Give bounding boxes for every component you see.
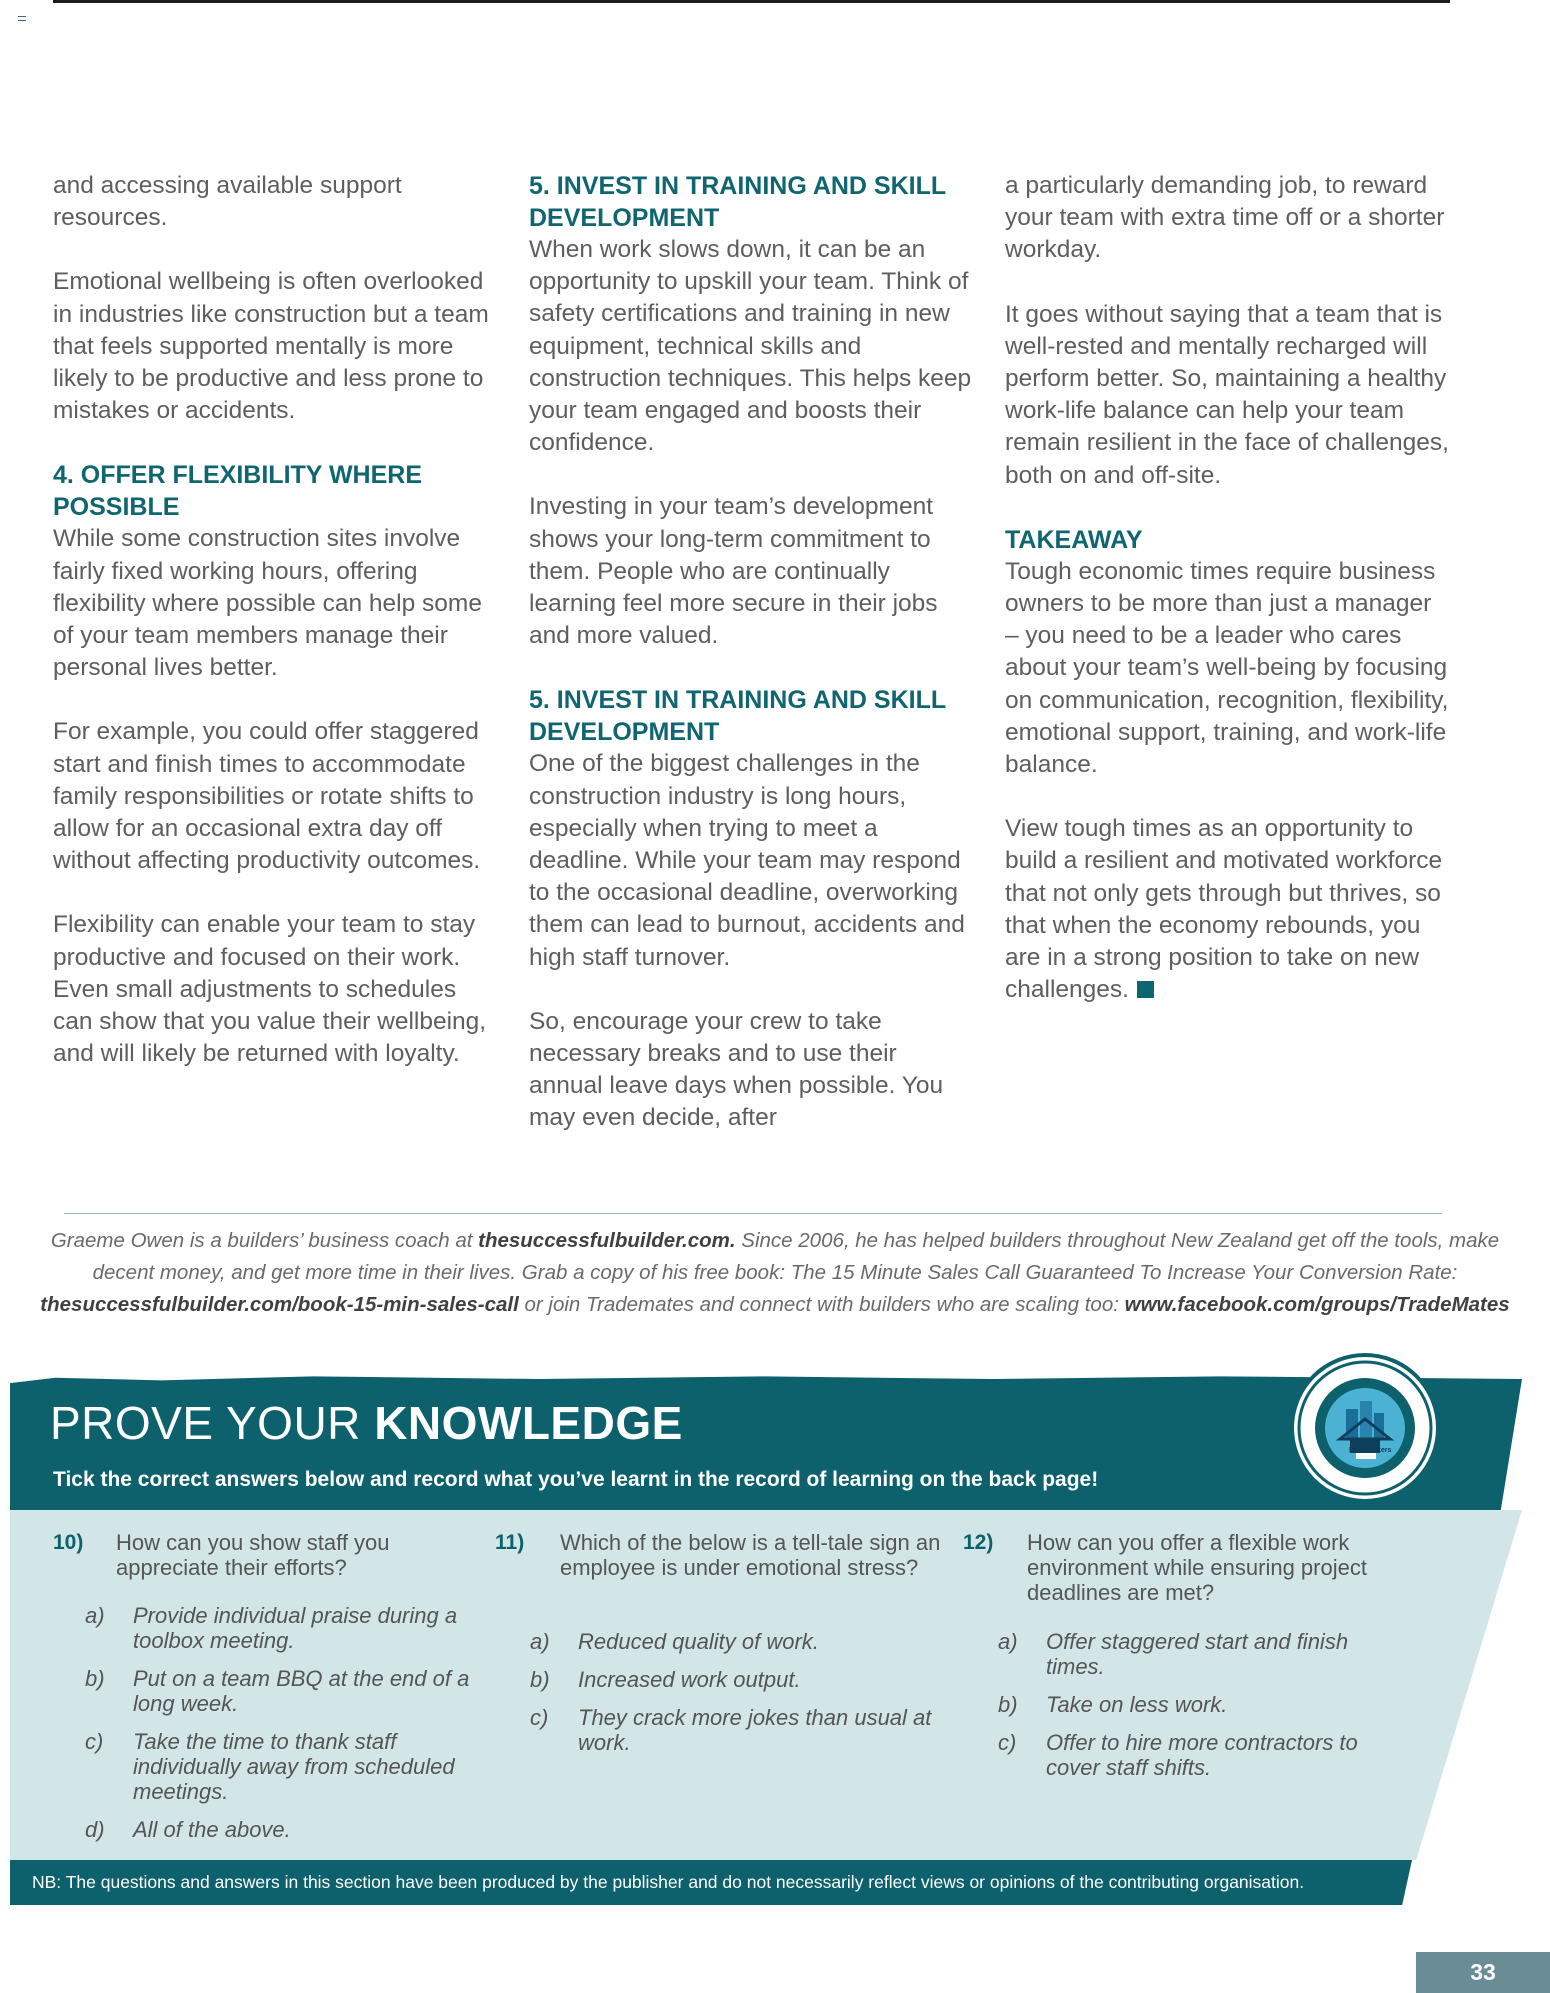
answer-option[interactable] (998, 1692, 1418, 1717)
badge-ring-icon (1294, 1357, 1436, 1499)
paragraph: When work slows down, it can be an opportunity to upskill your team. Think of safety certifications and training in new equipment, technical skills and construction techniques. This helps keep your team engaged and boosts their confidence. (529, 236, 972, 457)
answer-option[interactable] (998, 1629, 1418, 1679)
answer-option[interactable] (530, 1667, 950, 1692)
paragraph: Investing in your team’s development shows your long-term commitment to them. People who are continually learning feel more secure in their jobs and more valued. (529, 493, 938, 650)
answer-text: All of the above. (133, 1817, 291, 1842)
answer-option[interactable] (85, 1817, 505, 1842)
bio-divider (64, 1213, 1442, 1214)
question-number: 11) (495, 1531, 525, 1554)
answer-letter: a) (530, 1629, 550, 1654)
section-heading-flexibility: 4. OFFER FLEXIBILITY WHERE POSSIBLE (53, 461, 423, 522)
article-columns (53, 170, 1450, 1167)
answer-letter: a) (998, 1629, 1018, 1654)
answer-option[interactable] (998, 1730, 1418, 1780)
bio-text: Graeme Owen is a builders’ business coach at (50, 1229, 479, 1252)
answer-letter: b) (998, 1692, 1018, 1717)
answer-text: Provide individual praise during a toolbox meeting. (133, 1603, 458, 1653)
answer-option[interactable] (85, 1729, 505, 1804)
column-3 (1005, 170, 1450, 1167)
answer-text: Take the time to thank staff individually away from scheduled meetings. (133, 1729, 455, 1804)
corner-mark (18, 16, 26, 21)
page-number: 33 (1416, 1952, 1550, 1993)
section-heading-training-2: 5. INVEST IN TRAINING AND SKILL DEVELOPMENT (529, 686, 946, 747)
author-bio (40, 1225, 1510, 1321)
question-text: How can you offer a flexible work environment while ensuring project deadlines are met? (1027, 1530, 1367, 1605)
answer-option[interactable] (530, 1629, 950, 1654)
answer-option[interactable] (85, 1666, 505, 1716)
section-heading-takeaway: TAKEAWAY (1005, 525, 1143, 554)
paragraph (1005, 813, 1450, 1006)
quiz-title (50, 1395, 683, 1451)
section-heading-training: 5. INVEST IN TRAINING AND SKILL DEVELOPMENT (529, 172, 946, 232)
answer-letter: c) (998, 1730, 1017, 1755)
quiz-title-light: PROVE YOUR (50, 1397, 375, 1449)
answer-text: Put on a team BBQ at the end of a long week. (133, 1666, 470, 1716)
answer-text: Offer to hire more contractors to cover staff shifts. (1046, 1730, 1358, 1780)
paragraph: One of the biggest challenges in the construction industry is long hours, especially when trying to meet a deadline. While your team may respond to the occasional deadline, overworking them can lead to burnout, accidents and high staff turnover. (529, 750, 965, 971)
question-number: 10) (53, 1531, 84, 1554)
paragraph: Flexibility can enable your team to stay productive and focused on their work. Even small adjustments to schedules can show that you value their wellbeing, and will likely be returned with loyalty. (53, 911, 487, 1068)
disclaimer-text: NB: The questions and answers in this section have been produced by the publisher and do not necessarily reflect views or opinions of the contributing organisation. (32, 1872, 1305, 1892)
end-mark-icon (1137, 981, 1154, 998)
answer-option[interactable] (85, 1603, 505, 1653)
answer-text: Offer staggered start and finish times. (1046, 1629, 1349, 1679)
answer-option[interactable] (530, 1705, 950, 1755)
quiz-title-bold: KNOWLEDGE (374, 1397, 683, 1449)
question-number: 12) (963, 1531, 994, 1554)
answer-text: Take on less work. (1046, 1692, 1228, 1717)
answer-letter: b) (530, 1667, 550, 1692)
question-text: How can you show staff you appreciate their efforts? (116, 1530, 390, 1580)
question-text: Which of the below is a tell-tale sign an employee is under emotional stress? (560, 1530, 941, 1580)
closing-text: View tough times as an opportunity to build a resilient and motivated workforce that not only gets through but thrives, so that when the economy rebounds, you are in a strong position to take on new challenges. (1005, 815, 1443, 1004)
quiz-subtitle: Tick the correct answers below and record what you’ve learnt in the record of learning on the back page! (53, 1468, 1099, 1491)
answer-text: Reduced quality of work. (578, 1629, 819, 1654)
bio-link-website[interactable]: thesuccessfulbuilder.com. (478, 1229, 736, 1252)
paragraph: While some construction sites involve fairly fixed working hours, offering flexibility where possible can help some of your team members manage their personal lives better. (53, 525, 482, 682)
paragraph: a particularly demanding job, to reward your team with extra time off or a shorter workday. (1005, 172, 1445, 264)
bio-link-facebook[interactable]: www.facebook.com/groups/TradeMates (1124, 1293, 1510, 1316)
answer-letter: b) (85, 1666, 105, 1691)
answer-text: Increased work output. (578, 1667, 801, 1692)
paragraph: For example, you could offer staggered start and finish times to accommodate family responsibilities or rotate shifts to allow for an occasional extra day off without affecting productivity outcomes. (53, 718, 481, 875)
bio-text: or join Trademates and connect with builders who are scaling too: (518, 1293, 1125, 1316)
answer-letter: c) (530, 1705, 549, 1730)
bio-text: Since 2006, he has helped builders throughout New Zealand get off the tools, make decent money, and get more time in their lives. Grab a copy of his free book: The 15 Minute Sales Call Guaranteed To Increase Your Conversion Rate: (92, 1229, 1500, 1284)
record-of-learning-badge (1290, 1353, 1440, 1503)
answer-letter: a) (85, 1603, 105, 1628)
top-rule (53, 0, 1450, 3)
column-1 (53, 170, 498, 1167)
paragraph: Emotional wellbeing is often overlooked in industries like construction but a team that feels supported mentally is more likely to be productive and less prone to mistakes or accidents. (53, 268, 489, 425)
bio-link-book[interactable]: thesuccessfulbuilder.com/book-15-min-sales-call (40, 1293, 519, 1316)
paragraph: and accessing available support resources. (53, 172, 402, 232)
badge-brand: PlaceMakers (1349, 1447, 1392, 1454)
answer-text: They crack more jokes than usual at work. (578, 1705, 932, 1755)
answer-letter: c) (85, 1729, 104, 1754)
quiz-section (0, 1365, 1550, 1915)
answer-letter: d) (85, 1817, 105, 1842)
paragraph: Tough economic times require business owners to be more than just a manager – you need to be a leader who cares about your team’s well-being by focusing on communication, recognition, flexibility, emotional support, training, and work-life balance. (1005, 557, 1449, 779)
paragraph: So, encourage your crew to take necessary breaks and to use their annual leave days when possible. You may even decide, after (529, 1007, 944, 1132)
column-2 (529, 170, 974, 1167)
paragraph: It goes without saying that a team that is well-rested and mentally recharged will perform better. So, maintaining a healthy work-life balance can help your team remain resilient in the face of challenges, both on and off-site. (1005, 300, 1449, 489)
